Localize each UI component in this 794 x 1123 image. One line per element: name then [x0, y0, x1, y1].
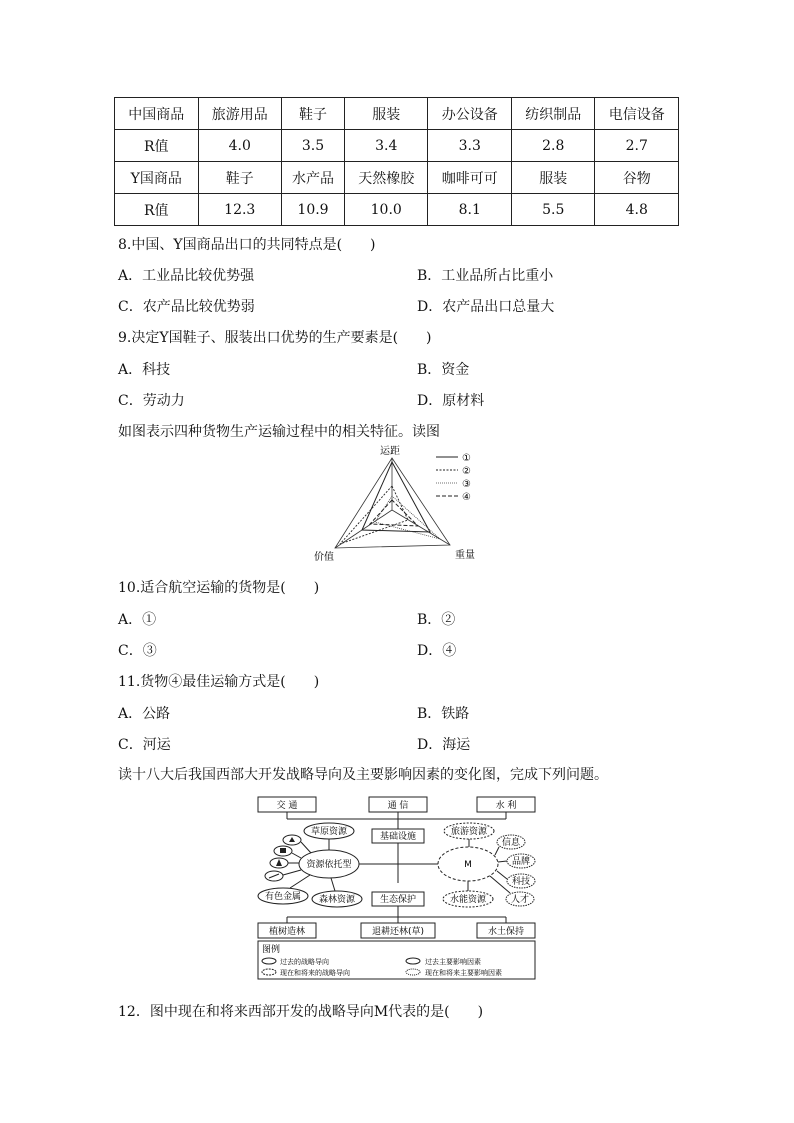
- table-cell: 4.0: [198, 130, 282, 162]
- question-12-stem: 12．图中现在和将来西部开发的战略导向M代表的是( ): [118, 1004, 484, 1020]
- brand-node: 品牌: [511, 857, 531, 867]
- question-9-stem: 9.决定Y国鞋子、服装出口优势的生产要素是( ): [118, 330, 432, 346]
- legend-future-strategy: 现在和将来的战略导向: [280, 969, 350, 977]
- table-cell: 2.8: [511, 130, 595, 162]
- table-cell: 5.5: [511, 194, 595, 226]
- strategy-diagram: [255, 795, 540, 985]
- bottom-box-afforestation: 植树造林: [268, 927, 306, 937]
- legend-3: ③: [462, 479, 471, 490]
- table-cell: 2.7: [595, 130, 679, 162]
- table-cell: 8.1: [428, 194, 512, 226]
- legend-4: ④: [462, 492, 471, 503]
- q8-option-c[interactable]: C．农产品比较优势弱: [118, 299, 255, 315]
- table-cell: 电信设备: [595, 98, 679, 130]
- legend-title: 图例: [262, 945, 281, 955]
- table-cell: 鞋子: [282, 98, 345, 130]
- radar-series-2: [340, 486, 408, 544]
- legend-1: ①: [462, 453, 471, 464]
- ecology-box: 生态保护: [379, 895, 417, 905]
- top-box-water: 水 利: [495, 801, 517, 811]
- legend-past-factors: 过去主要影响因素: [425, 958, 481, 966]
- legend-past-strategy: 过去的战略导向: [280, 958, 329, 966]
- m-node: M: [464, 860, 472, 870]
- q10-option-a[interactable]: A．①: [118, 612, 157, 628]
- table-row: [115, 162, 679, 194]
- table-cell: 谷物: [595, 162, 679, 194]
- table-cell: 咖啡可可: [428, 162, 512, 194]
- info-node: 信息: [501, 838, 521, 848]
- q9-option-d[interactable]: D．原材料: [417, 393, 485, 409]
- table-row: [115, 194, 679, 226]
- radar-axis-weight: 重量: [455, 550, 475, 561]
- table-cell: 水产品: [282, 162, 345, 194]
- table-cell: 4.8: [595, 194, 679, 226]
- table-cell: 10.9: [282, 194, 345, 226]
- bottom-box-soil-conservation: 水土保持: [487, 927, 525, 937]
- radar-series-3: [375, 496, 440, 539]
- radar-axis-value: 价值: [314, 552, 334, 563]
- talent-node: 人才: [510, 895, 530, 905]
- table-cell: R值: [115, 194, 199, 226]
- q9-option-a[interactable]: A．科技: [118, 362, 171, 378]
- table-row: [115, 98, 679, 130]
- tech-node: 科技: [511, 877, 531, 887]
- radar-series-1: [362, 462, 430, 532]
- grassland-resource: 草原资源: [310, 827, 348, 837]
- table-cell: 12.3: [198, 194, 282, 226]
- top-box-traffic: 交 通: [276, 801, 298, 811]
- radar-series-4: [370, 500, 418, 526]
- table-cell: 天然橡胶: [344, 162, 428, 194]
- top-box-communication: 通 信: [387, 801, 409, 811]
- q8-option-a[interactable]: A．工业品比较优势强: [118, 268, 255, 284]
- table-cell: 纺织制品: [511, 98, 595, 130]
- table-cell: 3.5: [282, 130, 345, 162]
- radar-figure: [300, 440, 500, 565]
- q8-option-b[interactable]: B．工业品所占比重小: [417, 268, 554, 284]
- q10-option-c[interactable]: C．③: [118, 643, 157, 659]
- resource-type-node: 资源依托型: [306, 860, 352, 870]
- hydropower-resource: 水能资源: [449, 895, 487, 905]
- q10-option-d[interactable]: D．④: [417, 643, 457, 659]
- question-11-stem: 11.货物④最佳运输方式是( ): [118, 674, 320, 690]
- q11-option-c[interactable]: C．河运: [118, 737, 171, 753]
- table-cell: 鞋子: [198, 162, 282, 194]
- question-8-stem: 8.中国、Y国商品出口的共同特点是( ): [118, 237, 376, 253]
- legend-future-factors: 现在和将来主要影响因素: [425, 969, 502, 977]
- diagram-intro: 读十八大后我国西部大开发战略导向及主要影响因素的变化图，完成下列问题。: [118, 767, 608, 783]
- infrastructure-box: 基础设施: [379, 832, 417, 842]
- table-cell: R值: [115, 130, 199, 162]
- table-cell: 中国商品: [115, 98, 199, 130]
- table-cell: 3.3: [428, 130, 512, 162]
- q8-option-d[interactable]: D．农产品出口总量大: [417, 299, 555, 315]
- q11-option-d[interactable]: D．海运: [417, 737, 471, 753]
- r-value-table: [114, 97, 679, 226]
- radar-axis-distance: 运距: [380, 446, 400, 457]
- table-cell: 服装: [344, 98, 428, 130]
- table-cell: 服装: [511, 162, 595, 194]
- table-row: [115, 130, 679, 162]
- forest-resource: 森林资源: [318, 895, 356, 905]
- legend-2: ②: [462, 466, 471, 477]
- q10-option-b[interactable]: B．②: [417, 612, 456, 628]
- table-cell: 办公设备: [428, 98, 512, 130]
- q11-option-b[interactable]: B．铁路: [417, 706, 470, 722]
- q9-option-b[interactable]: B．资金: [417, 362, 470, 378]
- bottom-box-return-farmland: 退耕还林(草): [371, 927, 425, 937]
- table-cell: Y国商品: [115, 162, 199, 194]
- nonferrous-metals: 有色金属: [264, 892, 302, 902]
- table-cell: 10.0: [344, 194, 428, 226]
- q9-option-c[interactable]: C．劳动力: [118, 393, 185, 409]
- table-cell: 3.4: [344, 130, 428, 162]
- tourism-resource: 旅游资源: [450, 827, 488, 837]
- radar-intro: 如图表示四种货物生产运输过程中的相关特征。读图: [118, 424, 440, 440]
- q11-option-a[interactable]: A．公路: [118, 706, 171, 722]
- table-cell: 旅游用品: [198, 98, 282, 130]
- question-10-stem: 10.适合航空运输的货物是( ): [118, 580, 320, 596]
